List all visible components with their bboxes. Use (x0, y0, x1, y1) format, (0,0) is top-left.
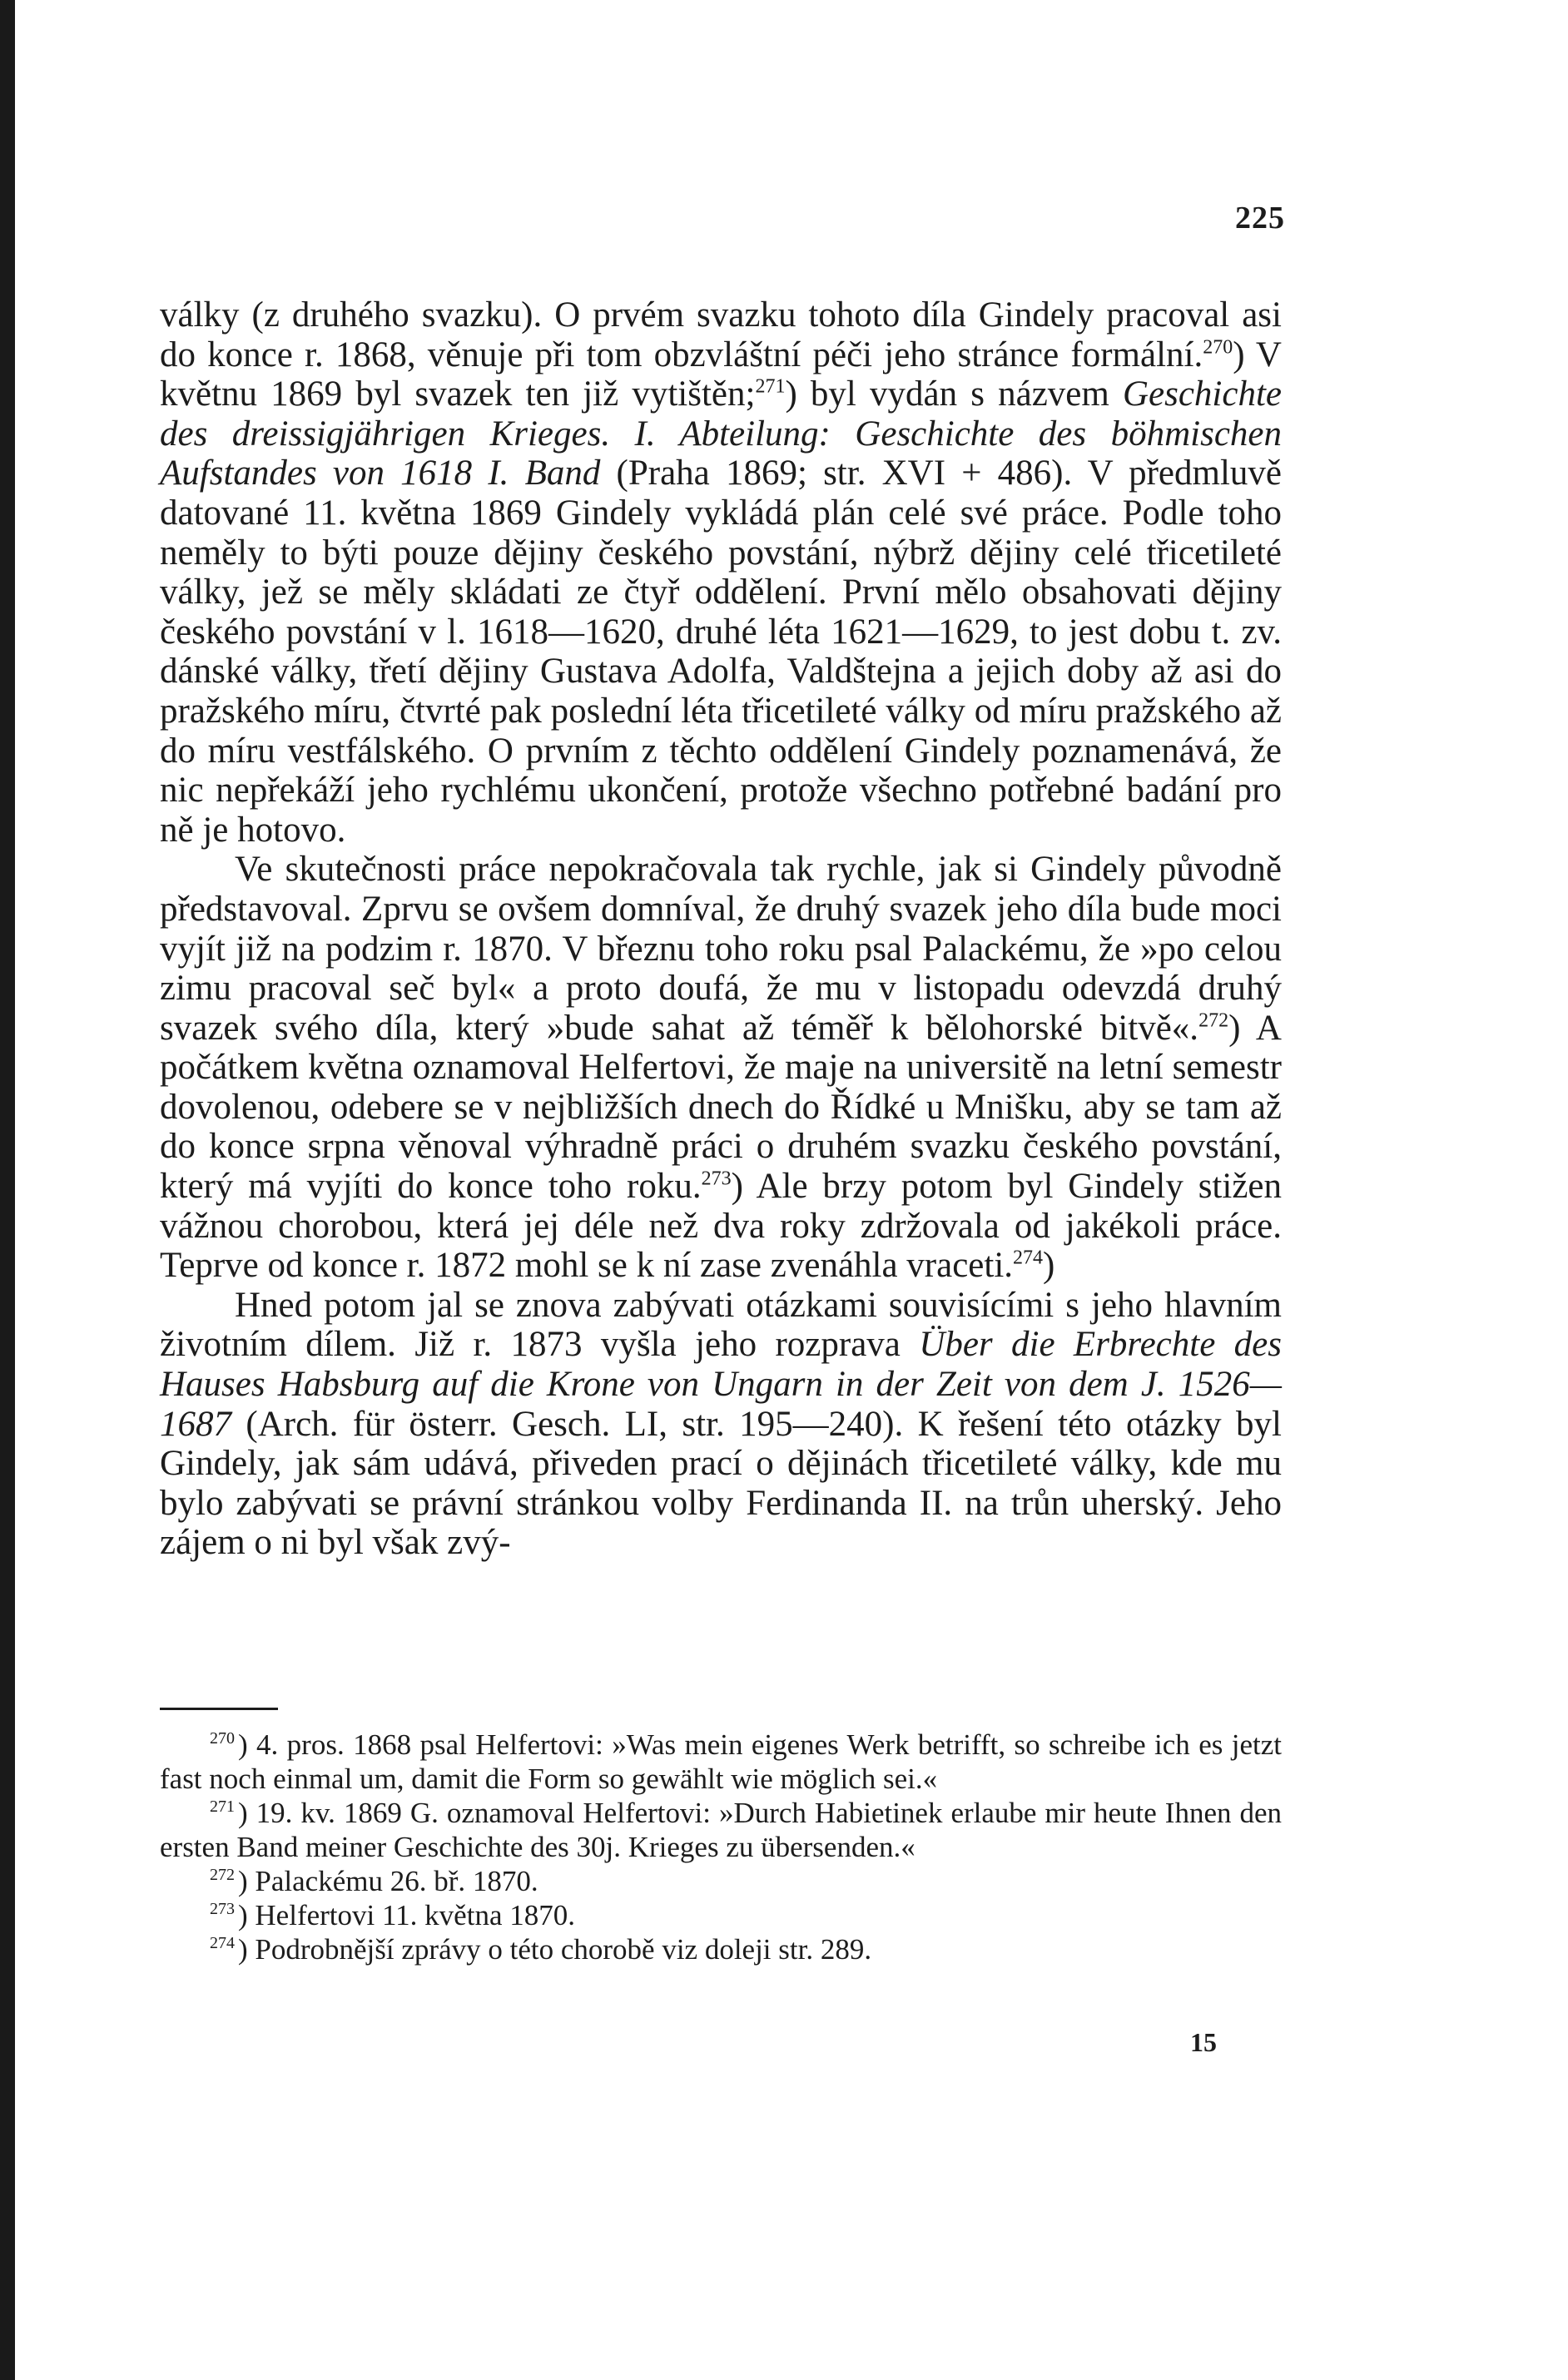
text-run: ) V květnu 1869 byl svazek ten již vytištěn; (160, 335, 1282, 414)
footnote-number: 272 (210, 1866, 235, 1885)
text-run: ) A počátkem května oznamoval Helfertovi, že maje na universitě na letní semestr dovolenou, odebere se v nejbližších dnech do Řídké u Mnišku, aby se tam až do konce srpna věnoval výhradně práci o druhém svazku českého povstání, který má vyjíti do konce toho roku. (160, 1008, 1282, 1207)
text-run: ) byl vydán s názvem (785, 374, 1123, 414)
text-run: Hned potom jal se znova zabývati otázkami souvisícími s jeho hlavním životním dílem. Již r. 1873 vyšla jeho rozprava (160, 1285, 1282, 1365)
text-run: (Arch. für österr. Gesch. LI, str. 195—240). K řešení této otázky byl Gindely, jak sám udává, přiveden prací o dějinách třicetileté války, kde mu bylo zabývati se právní stránkou volby Ferdinanda II. na trůn uherský. Jeho zájem o ni byl však zvý- (160, 1404, 1282, 1563)
footnote: $^{271}$ ) 19. kv. 1869 G. oznamoval Helfertovi: »Durch Habietinek erlaube mir heute Ihnen den ersten Band meiner Geschichte des 30j. Krieges zu übersenden.« (160, 1797, 1283, 1863)
text-run: (Praha 1869; str. XVI + 486). V předmluvě datované 11. května 1869 Gindely vykládá plán celé své práce. Podle toho neměly to býti pouze dějiny českého povstání, nýbrž dějiny celé třicetileté války, jež se měly skládati ze čtyř oddělení. První mělo obsahovati dějiny českého povstání v l. 1618—1620, druhé léta 1621—1629, to jest dobu t. zv. dánské války, třetí dějiny Gustava Adolfa, Valdštejna a jejich doby až asi do pražského míru, čtvrté pak poslední léta třicetileté války od míru pražského až do míru vestfálského. O prvním z těchto oddělení Gindely poznamenává, že nic nepřekáží jeho rychlému ukončení, protože všechno potřebné badání pro ně je hotovo. (160, 454, 1282, 850)
footnote-number: 273 (210, 1900, 235, 1919)
text-run: ) Ale brzy potom byl Gindely stižen vážnou chorobou, která jej déle než dva roky zdržovala od jakékoli práce. Teprve od konce r. 1872 mohl se k ní zase zvenáhla vraceti. (160, 1167, 1282, 1286)
text-run: války (z druhého svazku). O prvém svazku tohoto díla Gindely pracoval asi do konce r. 1868, věnuje při tom obzvláštní péči jeho stránce formální. (160, 295, 1282, 374)
footnote-text: Palackému 26. bř. 1870. (255, 1865, 538, 1897)
footnote-text: Podrobnější zprávy o této chorobě viz doleji str. 289. (255, 1933, 872, 1966)
paragraph-3 (160, 1286, 1282, 1563)
footnote-divider (160, 1708, 278, 1710)
footnote-number: 274 (210, 1934, 235, 1953)
footnotes (160, 1728, 1282, 1966)
footnote: $^{270}$ ) 4. pros. 1868 psal Helfertovi: »Was mein eigenes Werk betrifft, so schreibe ich es jetzt fast noch einmal um, damit die Form so gewählt wie möglich sei.« (160, 1728, 1282, 1795)
sheet-number: 15 (1190, 2027, 1217, 2057)
footnote-text: 19. kv. 1869 G. oznamoval Helfertovi: »Durch Habietinek erlaube mir heute Ihnen den ersten Band meiner Geschichte des 30j. Krieges zu übersenden.« (160, 1797, 1283, 1863)
footnote: $^{273}$ ) Helfertovi 11. května 1870. (210, 1899, 575, 1931)
text-run: ) (1043, 1246, 1055, 1286)
footnote-ref: 273 (701, 1168, 732, 1190)
page-number: 225 (1235, 201, 1285, 236)
text-run: Ve skutečnosti práce nepokračovala tak rychle, jak si Gindely původně představoval. Zprvu se ovšem domníval, že druhý svazek jeho díla bude moci vyjít již na podzim r. 1870. V březnu toho roku psal Palackému, že »po celou zimu pracoval seč byl« a proto doufá, že mu v listopadu odevzdá druhý svazek svého díla, který »bude sahat až téměř k bělohorské bitvě«. (160, 850, 1282, 1048)
footnote: $^{274}$ ) Podrobnější zprávy o této chorobě viz doleji str. 289. (210, 1933, 872, 1966)
footnote-ref: 271 (755, 375, 786, 398)
paragraph-2 (160, 850, 1282, 1286)
article-title: Über die Erbrechte des Hauses Habsburg auf die Krone von Ungarn in der Zeit von dem J. 1526—1687 (160, 1325, 1282, 1444)
footnote-text: Helfertovi 11. května 1870. (255, 1899, 575, 1931)
footnote: $^{272}$ ) Palackému 26. bř. 1870. (210, 1865, 538, 1897)
footnote-ref: 274 (1013, 1247, 1044, 1269)
book-title: Geschichte des dreissigjährigen Krieges. I. Abteilung: Geschichte des böhmischen Aufstandes von 1618 I. Band (160, 374, 1282, 493)
footnote-ref: 270 (1203, 336, 1233, 359)
footnote-text: 4. pros. 1868 psal Helfertovi: »Was mein eigenes Werk betrifft, so schreibe ich es jetzt fast noch einmal um, damit die Form so gewählt wie möglich sei.« (160, 1728, 1282, 1795)
scan-edge (0, 0, 15, 2380)
footnote-ref: 272 (1198, 1009, 1229, 1032)
paragraph-1 (160, 295, 1282, 850)
footnote-number: 271 (210, 1797, 235, 1817)
footnote-number: 270 (210, 1729, 235, 1748)
body-text (160, 295, 1282, 1563)
